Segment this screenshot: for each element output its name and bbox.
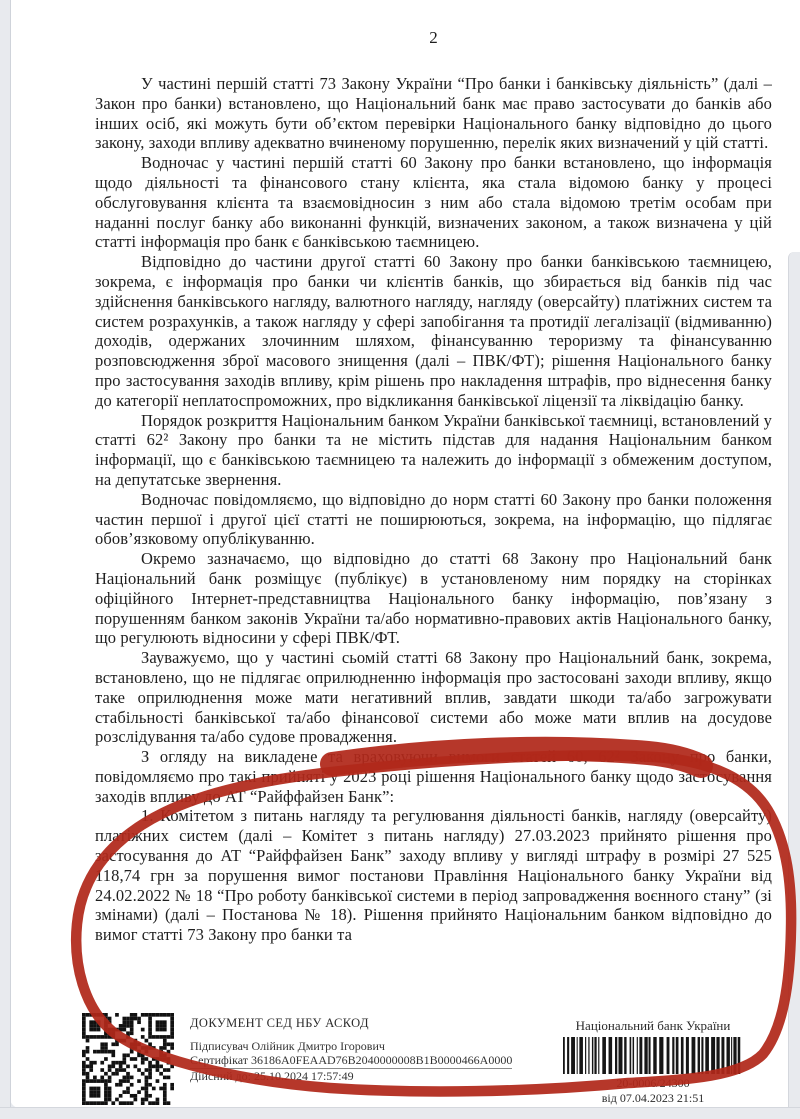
paragraph: Відповідно до частини другої статті 60 Закону про банки банківською таємницею, зокрема, є інформація про банки чи клієнтів банків, що збирається від банків під час здійснення банківського нагляду, валютного нагляду, нагляду (оверсайту) платіжних систем та систем розрахунків, а також нагляду у сфері запобігання та протидії легалізації (відмиванню) доходів, одержаних злочинним шляхом, фінансуванню тероризму та фінансуванню розповсюдження зброї масового знищення (далі – ПВК/ФТ); рішення Національного банку про застосування заходів впливу, крім рішень про накладення штрафів, про віднесення банку до категорії неплатоспроможних, про відкликання банківської ліцензії та ліквідацію банку. [95, 252, 772, 410]
paragraph: Порядок розкриття Національним банком України банківської таємниці, встановлений у статті 62² Закону про банки та не містить підстав для надання Національним банком інформації, що є банківською таємницею та належить до інформації з обмеженим доступом, на депутатське звернення. [95, 410, 772, 489]
document-footer [0, 1008, 800, 1108]
paragraph: Зауважуємо, що у частині сьомій статті 68 Закону про Національний банк, зокрема, встановлено, що не підлягає оприлюдненню інформація про застосовані заходи впливу, якщо таке оприлюднення може мати негативний вплив, завдати шкоди та/або загрожувати стабільності банківської та/або фінансової системи або може мати вплив на досудове розслідування та/або судове провадження. [95, 648, 772, 747]
paragraph: З огляду на викладене та враховуючи вимоги статей 60, 62² Закону про банки, повідомляємо про такі прийняті у 2023 році рішення Національного банку щодо застосування заходів впливу до АТ “Райффайзен Банк”: [95, 747, 772, 806]
scan-edge-right [788, 252, 800, 1111]
stamp-doc-number: 20-0006/24300 [616, 1076, 690, 1090]
registration-stamp [548, 1018, 758, 1106]
stamp-doc-date: від 07.04.2023 21:51 [601, 1091, 705, 1105]
page-number: 2 [429, 28, 438, 47]
document-content [95, 28, 772, 945]
stamp-org-name: Національний банк України [575, 1018, 731, 1033]
paragraph: 1. Комітетом з питань нагляду та регулювання діяльності банків, нагляду (оверсайту) платіжних систем (далі – Комітет з питань нагляду) 27.03.2023 прийнято рішення про застосування до АТ “Райффайзен Банк” заходу впливу у вигляді штрафу в розмірі 27 525 118,74 грн за порушення вимог постанови Правління Національного банку України від 24.02.2022 № 18 “Про роботу банківської системи в період запровадження воєнного стану” (зі змінами) (далі – Постанова № 18). Рішення прийнято Національним банком відповідно до вимог статті 73 Закону про банки та [95, 806, 772, 945]
validity-line: Дійсний до: 25.10.2024 17:57:49 [190, 1069, 354, 1083]
paragraph: Окремо зазначаємо, що відповідно до статті 68 Закону про Національний банк Національний банк розміщує (публікує) в установленому ним порядку на сторінках офіційного Інтернет-представництва Національного банку інформацію, пов’язану з порушенням банком законів України та/або нормативно-правових актів Національного банку, що регулюють відносини у сфері ПВК/ФТ. [95, 549, 772, 648]
paragraph: Водночас у частині першій статті 60 Закону про банки встановлено, що інформація щодо діяльності та фінансового стану клієнта, яка стала відомою банку у процесі обслуговування клієнта та взаємовідносин з ним або стала відомою третім особам при наданні послуг банку або виконанні функцій, визначених законом, а також визначена у цій статті інформація про банк є банківською таємницею. [95, 153, 772, 252]
signature-block [190, 1016, 570, 1083]
scan-edge-left [0, 0, 11, 1119]
sed-system-label: ДОКУМЕНТ СЕД НБУ АСКОД [190, 1016, 369, 1030]
paragraph: У частині першій статті 73 Закону України “Про банки і банківську діяльність” (далі – Закон про банки) встановлено, що Національний банк має право застосувати до банків або інших осіб, які можуть бути об’єктом перевірки Національного банку відповідно до цього закону, заходи впливу адекватно вчиненому порушенню, перелік яких визначений у цій статті. [95, 74, 772, 153]
barcode-icon [563, 1037, 743, 1074]
signer-line: Підписувач Олійник Дмитро Ігорович [190, 1039, 385, 1053]
paragraph: Водночас повідомляємо, що відповідно до норм статті 60 Закону про банки положення частин першої і другої цієї статті не поширюються, зокрема, на інформацію, що підлягає обов’язковому опублікуванню. [95, 489, 772, 549]
qr-code-icon [82, 1013, 174, 1105]
certificate-line: Сертифікат 36186A0FEAAD76B2040000008B1B0000466A0000 [190, 1053, 513, 1067]
scan-edge-bottom [0, 1107, 800, 1119]
body-text [95, 74, 772, 945]
